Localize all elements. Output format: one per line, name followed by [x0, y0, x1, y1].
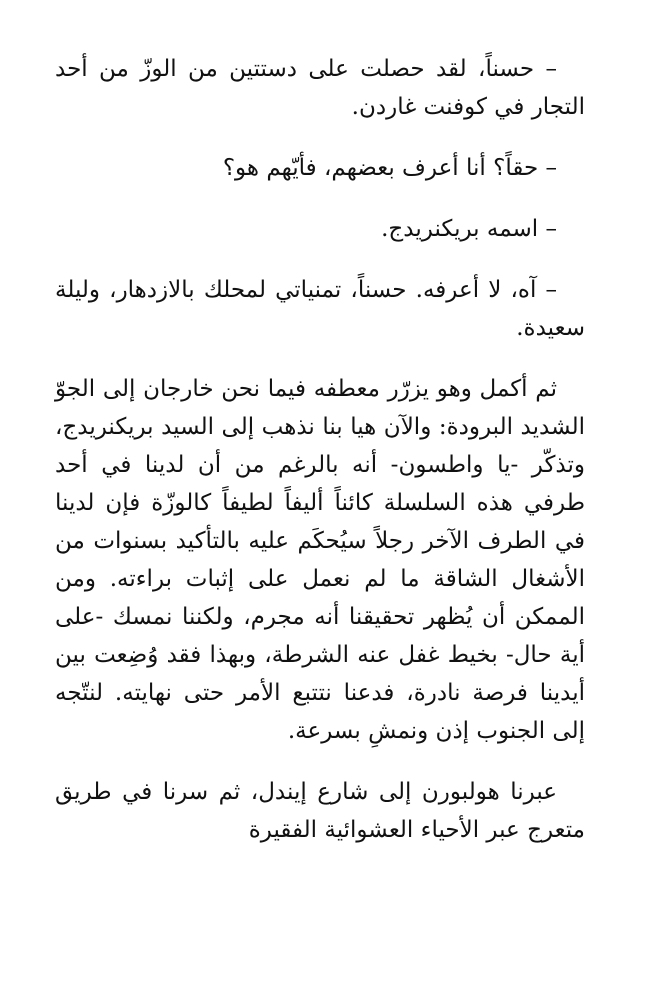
narrative-paragraph: ثم أكمل وهو يزرّر معطفه فيما نحن خارجان إلى الجوّ الشديد البرودة: والآن هيا بنا نذهب إلى السيد بريكنريدج، وتذكّر -يا واطسون- أنه بالرغم من أن لدينا في أحد طرفي هذه السلسلة كائناً أليفاً لطيفاً كالوزّة فإن لدينا في الطرف الآخر رجلاً سيُحكَم عليه بالتأكيد بسنوات من الأشغال الشاقة ما لم نعمل على إثبات براءته. ومن الممكن أن يُظهر تحقيقنا أنه مجرم، ولكننا نمسك -على أية حال- بخيط غفل عنه الشرطة، وبهذا فقد وُضِعت بين أيدينا فرصة نادرة، فدعنا نتتبع الأمر حتى نهايته. لنتّجه إلى الجنوب إذن ونمشِ بسرعة. — [55, 376, 585, 744]
dialogue-paragraph: – اسمه بريكنريدج. — [381, 216, 557, 242]
dialogue-paragraph: – حسناً، لقد حصلت على دستتين من الوزّ من أحد التجار في كوفنت غاردن. — [55, 56, 585, 120]
narrative-paragraph: عبرنا هولبورن إلى شارع إيندل، ثم سرنا في طريق متعرج عبر الأحياء العشوائية الفقيرة — [55, 779, 585, 843]
dialogue-paragraph: – آه، لا أعرفه. حسناً، تمنياتي لمحلك بالازدهار، وليلة سعيدة. — [55, 277, 585, 341]
dialogue-paragraph: – حقاً؟ أنا أعرف بعضهم، فأيّهم هو؟ — [222, 155, 557, 181]
book-page — [55, 50, 585, 849]
